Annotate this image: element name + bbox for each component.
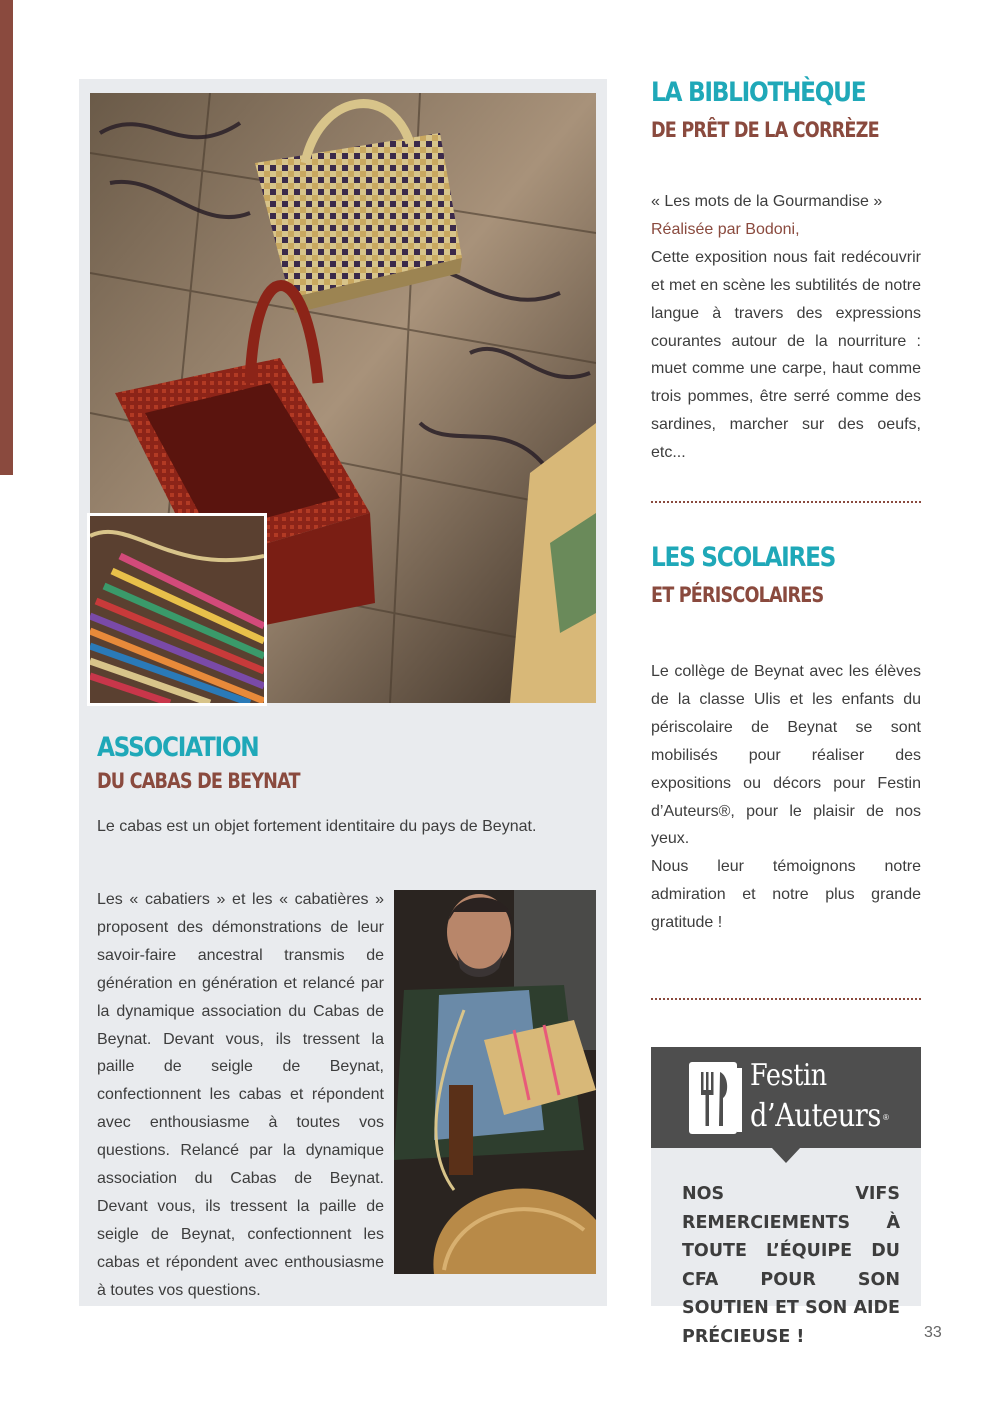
banner-pointer <box>771 1147 801 1163</box>
page-number: 33 <box>924 1324 942 1341</box>
section-divider <box>651 501 921 503</box>
festin-logo-line1: Festin <box>750 1058 827 1093</box>
festin-logo-line2: d’Auteurs <box>750 1096 881 1134</box>
straw-braid-photo <box>87 513 267 706</box>
exhibit-credit: Réalisée par Bodoni, <box>651 220 800 238</box>
cfa-thanks-text: NOS VIFS REMERCIEMENTS À TOUTE L’ÉQUIPE DU CFA POUR SON SOUTIEN ET SON AIDE PRÉCIEUSE ! <box>682 1184 900 1347</box>
exhibit-title: « Les mots de la Gourmandise » <box>651 193 883 210</box>
association-panel <box>79 79 607 1306</box>
association-body: Les « cabatiers » et les « cabatières » proposent des démonstrations de leur savoir-faire ancestral transmis de génération en génération et relancé par la dynamique association du Cabas de Beynat. Devant vous, ils tressent la paille de seigle de Beynat, confectionnent les cabas et répondent avec enthousiasme à toutes vos questions. Relancé par la dynamique association du Cabas de Beynat. Devant vous, ils tressent la paille de seigle de Beynat, confectionnent les cabas et répondent avec enthousiasme à toutes vos questions. <box>97 891 384 1299</box>
scolaires-thanks: Nous leur témoignons notre admiration et notre plus grande gratitude ! <box>651 858 921 932</box>
scolaires-text <box>651 658 921 937</box>
scolaires-subheading: ET PÉRISCOLAIRES <box>651 583 824 607</box>
book-cutlery-icon <box>687 1060 743 1138</box>
bibliotheque-text <box>651 188 921 467</box>
scolaires-heading: LES SCOLAIRES <box>651 542 836 573</box>
bibliotheque-body: Cette exposition nous fait redécouvrir et met en scène les subtilités de notre langue à travers des expressions courantes autour de la nourriture : muet comme une carpe, haut comme trois pommes, être serré comme des sardines, marcher sur des oeufs, etc... <box>651 248 921 462</box>
bibliotheque-heading: LA BIBLIOTHÈQUE <box>651 77 866 108</box>
edge-color-bar <box>0 0 13 475</box>
scolaires-body: Le collège de Beynat avec les élèves de la classe Ulis et les enfants du périscolaire de Beynat se sont mobilisés pour réaliser des expositions ou décors pour Festin d’Auteurs®, pour le plaisir de nos yeux. <box>651 663 921 848</box>
association-heading: ASSOCIATION <box>97 732 259 763</box>
festin-logo-registered: ® <box>883 1113 889 1122</box>
festin-thanks-card <box>651 1047 921 1347</box>
festin-logo-banner <box>651 1047 921 1148</box>
bibliotheque-subheading: DE PRÊT DE LA CORRÈZE <box>651 118 879 142</box>
section-divider <box>651 998 921 1000</box>
basket-weaver-photo <box>394 890 596 1274</box>
association-subheading: DU CABAS DE BEYNAT <box>97 769 300 793</box>
association-intro: Le cabas est un objet fortement identitaire du pays de Beynat. <box>97 818 537 835</box>
